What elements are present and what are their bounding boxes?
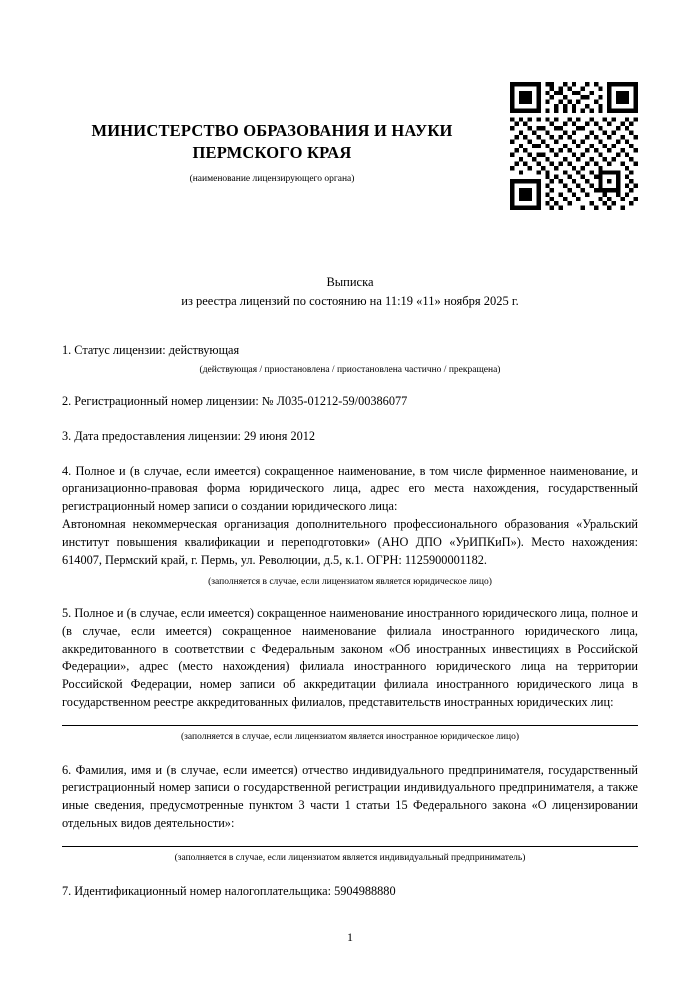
- clause-5-note: (заполняется в случае, если лицензиатом является иностранное юридическое лицо): [181, 731, 519, 742]
- clause-5-fill-line: [62, 725, 638, 726]
- document-header: [62, 0, 482, 185]
- qr-code-icon: [510, 82, 638, 210]
- page-number: 1: [347, 930, 353, 944]
- clause-6-note: (заполняется в случае, если лицензиатом является индивидуальный предприниматель): [174, 852, 526, 863]
- clause-3-text: 3. Дата предоставления лицензии: 29 июня 2012: [62, 428, 316, 443]
- clause-1: [62, 342, 638, 376]
- page-title: МИНИСТЕРСТВО ОБРАЗОВАНИЯ И НАУКИ ПЕРМСКОГО КРАЯ: [91, 121, 453, 163]
- document-subtitle: [62, 273, 638, 312]
- document-body: [62, 342, 638, 901]
- clause-6: [62, 762, 638, 866]
- clause-4-continuation: Автономная некоммерческая организация дополнительного профессионального образования «Уральский институт повышения квалификации и переподготовки» (АНО ДПО «УрИПКиП»). Место нахождения: 614007, Пермский край, г. Пермь, ул. Революции, д.5, к.1. ОГРН: 1125900001182.: [62, 517, 638, 567]
- clause-5: [62, 605, 638, 745]
- clause-4-text: 4. Полное и (в случае, если имеется) сокращенное наименование, в том числе фирменное наименование, и организационно-правовая форма юридического лица, адрес его места нахождения, государственный регистрационный номер записи о создании юридического лица:: [62, 463, 638, 514]
- clause-1-text: 1. Статус лицензии: действующая: [62, 342, 240, 357]
- clause-4: [62, 463, 638, 588]
- document-subtitle-line2: из реестра лицензий по состоянию на 11:19 «11» ноября 2025 г.: [181, 294, 519, 309]
- clause-6-fill-line: [62, 846, 638, 847]
- org-caption: (наименование лицензирующего органа): [189, 173, 355, 184]
- clause-2: [62, 393, 638, 411]
- clause-7: [62, 883, 638, 901]
- clause-4-note: (заполняется в случае, если лицензиатом является юридическое лицо): [208, 576, 492, 587]
- clause-1-note: (действующая / приостановлена / приостановлена частично / прекращена): [199, 364, 501, 375]
- clause-7-text: 7. Идентификационный номер налогоплательщика: 5904988880: [62, 883, 396, 898]
- document-subtitle-line1: Выписка: [326, 274, 374, 289]
- clause-3: [62, 428, 638, 446]
- clause-6-text: 6. Фамилия, имя и (в случае, если имеется) отчество индивидуального предпринимателя, государственный регистрационный номер записи о государственной регистрации индивидуального предпринимателя, а также иные сведения, предусмотренные пунктом 3 части 1 статьи 15 Федерального закона «О лицензировании отдельных видов деятельности»:: [62, 762, 638, 831]
- clause-5-text: 5. Полное и (в случае, если имеется) сокращенное наименование иностранного юридического лица, полное и (в случае, если имеется) сокращенное наименование филиала иностранного юридического лица, аккредитованного в соответствии с Федеральным законом «Об иностранных инвестициях в Российской Федерации», адрес (место нахождения) филиала иностранного юридического лица на территории Российской Федерации, номер записи об аккредитации филиала иностранного юридического лица в государственном реестре аккредитованных филиалов, представительств иностранных юридических лиц:: [62, 605, 638, 710]
- clause-2-text: 2. Регистрационный номер лицензии: № Л035-01212-59/00386077: [62, 393, 408, 408]
